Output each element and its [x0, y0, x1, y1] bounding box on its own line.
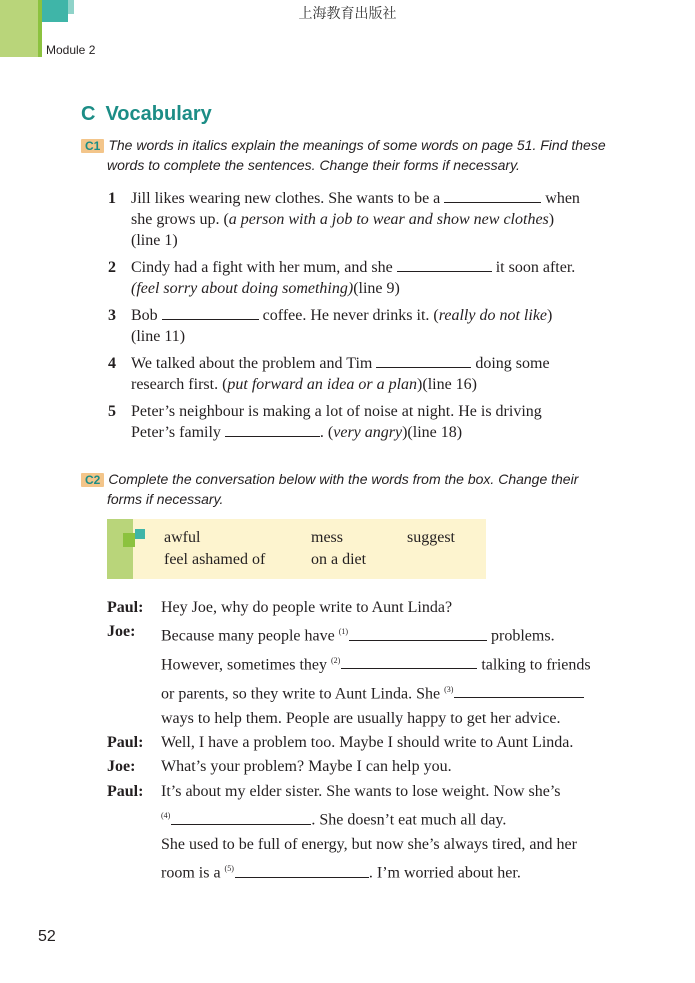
dialog-turn [107, 755, 627, 779]
blank-number: (5) [224, 864, 234, 874]
item-hint: a person with a job to wear and show new clothes [228, 211, 549, 228]
item-text: ) [548, 211, 555, 228]
section-title [81, 103, 212, 126]
item-hint: put forward an idea or a plan [227, 376, 418, 393]
item-text: Jill likes wearing new clothes. She wants to be a [131, 190, 441, 207]
module-label: Module 2 [46, 43, 96, 57]
c1-tag: C1 [81, 139, 104, 153]
answer-blank[interactable] [235, 863, 369, 878]
answer-blank[interactable] [397, 257, 492, 272]
c2-instruction-line1: Complete the conversation below with the words from the box. Change their [108, 471, 579, 487]
item-text: Peter’s neighbour is making a lot of noise at night. He is driving [131, 403, 542, 420]
dialog-text: or parents, so they write to Aunt Linda. She [161, 685, 441, 703]
dialog-turn [107, 780, 627, 886]
dialog-turn [107, 596, 627, 620]
item-text: she grows up. ( [131, 211, 229, 228]
c2-instruction [81, 469, 621, 509]
word-option: suggest [407, 529, 455, 546]
list-item [108, 353, 628, 395]
dialog-text: problems. [491, 627, 555, 645]
item-text: We talked about the problem and Tim [131, 355, 373, 372]
speaker-name: Paul: [107, 599, 144, 616]
dialog-text: Because many people have [161, 627, 335, 645]
item-text: doing some [475, 355, 550, 372]
speaker-name: Paul: [107, 782, 144, 800]
item-text: Bob [131, 307, 158, 324]
page-number: 52 [38, 928, 56, 945]
section-title-text: Vocabulary [105, 103, 212, 125]
item-text: coffee. He never drinks it. ( [262, 307, 439, 324]
word-option: feel ashamed of [164, 551, 266, 568]
speaker-name: Joe: [107, 623, 136, 641]
item-text: when [545, 190, 580, 207]
line-ref: (line 11) [131, 328, 186, 345]
list-item [108, 401, 628, 443]
word-option: awful [164, 529, 201, 546]
c1-items [108, 188, 628, 449]
answer-blank[interactable] [171, 810, 311, 825]
item-hint: very angry [333, 424, 403, 441]
dialog-text: . I’m worried about her. [368, 864, 521, 882]
dialog-text: What’s your problem? Maybe I can help you. [161, 758, 452, 776]
item-text: . ( [319, 424, 334, 441]
answer-blank[interactable] [162, 305, 259, 320]
dialog-text: room is a [161, 864, 221, 882]
answer-blank[interactable] [444, 188, 541, 203]
dialog-text: It’s about my elder sister. She wants to lose weight. Now she’s [161, 782, 561, 800]
dialog-text: talking to friends [481, 656, 591, 674]
list-item [108, 305, 628, 347]
answer-blank[interactable] [376, 353, 471, 368]
dialog-turn [107, 620, 627, 731]
speaker-name: Joe: [107, 758, 136, 776]
square-icon [123, 533, 135, 547]
speaker-name: Paul: [107, 734, 144, 752]
line-ref: )(line 18) [402, 424, 463, 441]
dialog-text: Hey Joe, why do people write to Aunt Linda? [161, 599, 453, 616]
word-box-bar [107, 519, 133, 579]
dialog-text: However, sometimes they [161, 656, 327, 674]
word-box [107, 519, 486, 579]
conversation [107, 596, 627, 886]
blank-number: (1) [338, 627, 349, 637]
c2-instruction-line2: forms if necessary. [107, 491, 224, 507]
c1-instruction-line1: The words in italics explain the meanings of some words on page 51. Find these [108, 137, 606, 153]
item-number: 2 [108, 259, 116, 276]
item-number: 1 [108, 190, 116, 207]
blank-number: (2) [330, 656, 341, 666]
item-text: Peter’s family [131, 424, 221, 441]
item-text: Cindy had a fight with her mum, and she [131, 259, 393, 276]
item-number: 3 [108, 307, 116, 324]
answer-blank[interactable] [341, 654, 477, 669]
section-letter: C [81, 103, 96, 125]
dialog-text: ways to help them. People are usually happy to get her advice. [161, 709, 561, 727]
item-text: it soon after. [495, 259, 576, 276]
dialog-text: Well, I have a problem too. Maybe I should write to Aunt Linda. [161, 734, 574, 752]
answer-blank[interactable] [454, 683, 584, 698]
word-option: on a diet [311, 551, 367, 568]
item-hint: really do not like [438, 307, 548, 324]
item-text: ) [547, 307, 553, 324]
answer-blank[interactable] [349, 626, 487, 641]
publisher-name: 上海教育出版社 [298, 6, 397, 22]
list-item [108, 188, 628, 251]
item-number: 4 [108, 355, 116, 372]
line-ref: )(line 16) [417, 376, 478, 393]
item-text: research first. ( [131, 376, 228, 393]
c1-instruction [81, 135, 621, 175]
c1-instruction-line2: words to complete the sentences. Change their forms if necessary. [107, 157, 520, 173]
dialog-turn [107, 731, 627, 755]
dialog-text: She used to be full of energy, but now she’s always tired, and her [161, 835, 577, 853]
item-hint: (feel sorry about doing something) [131, 280, 354, 297]
c2-tag: C2 [81, 473, 104, 487]
line-ref: (line 9) [353, 280, 400, 297]
item-number: 5 [108, 403, 116, 420]
dialog-text: . She doesn’t eat much all day. [311, 811, 507, 829]
list-item [108, 257, 628, 299]
square-icon [135, 529, 145, 539]
blank-number: (3) [444, 684, 454, 694]
answer-blank[interactable] [225, 422, 320, 437]
word-option: mess [311, 529, 343, 546]
blank-number: (4) [161, 811, 171, 821]
line-ref: (line 1) [131, 232, 178, 249]
